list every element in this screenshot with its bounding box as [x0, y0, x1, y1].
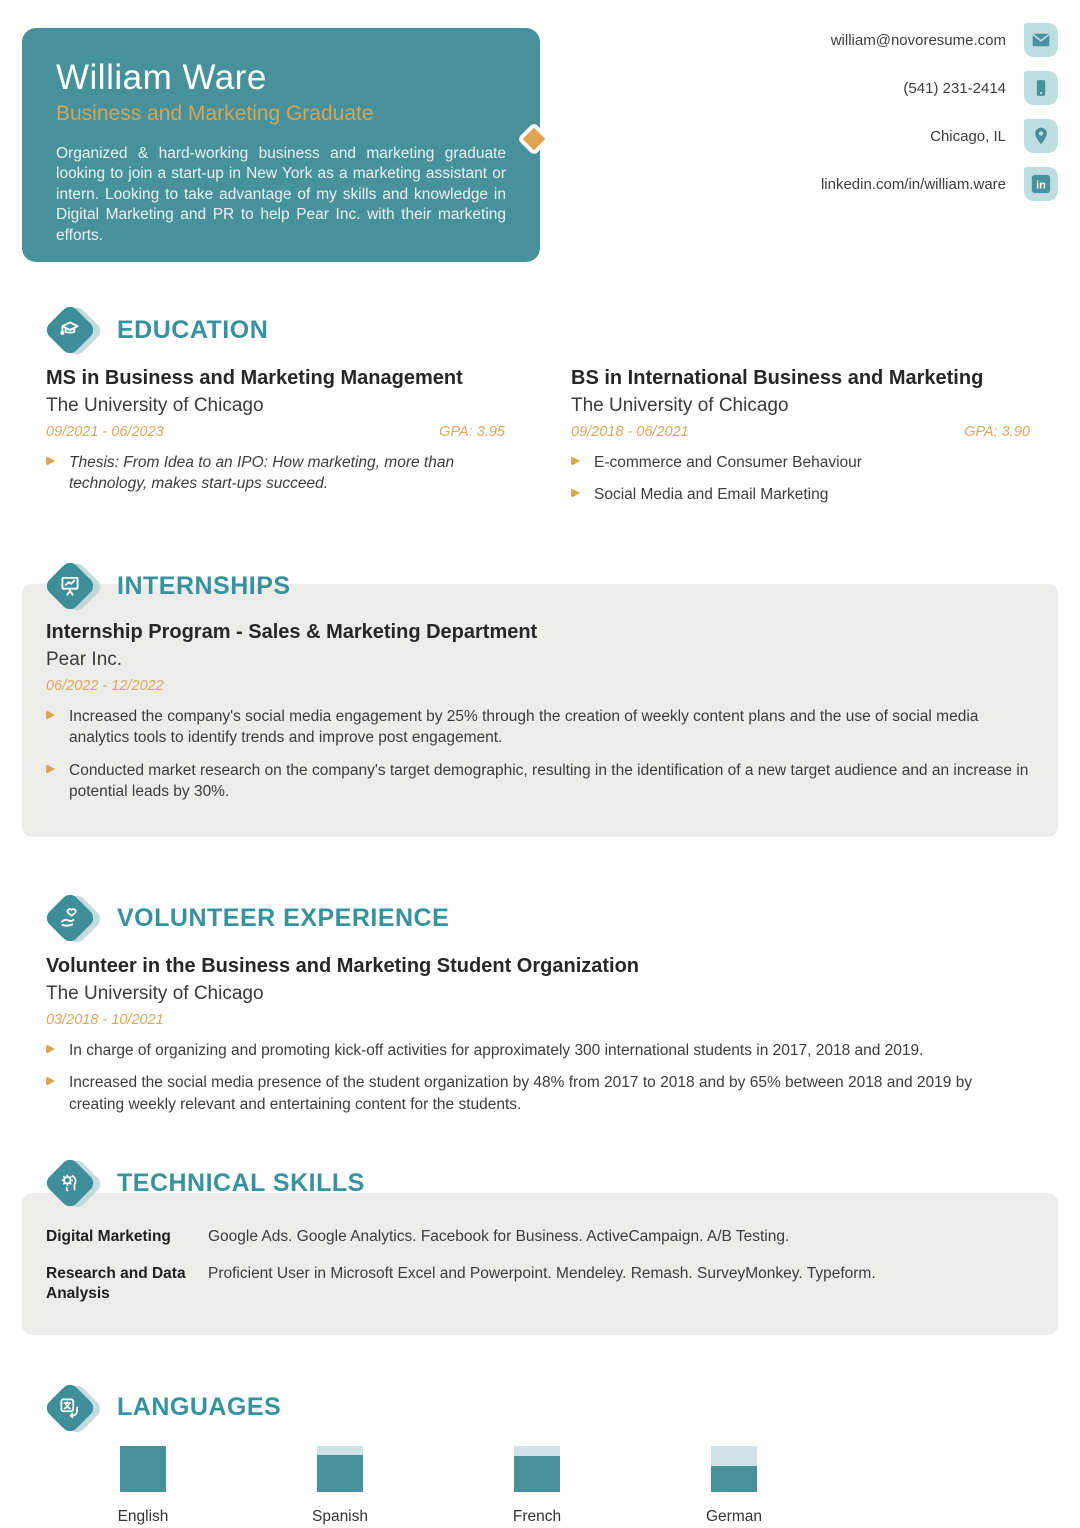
education-bullets: [46, 452, 505, 495]
language-level-bar: [120, 1446, 166, 1492]
language-name: English: [117, 1507, 169, 1525]
section-internships: [0, 558, 1080, 837]
volunteer-bullets: [46, 1040, 1030, 1115]
education-columns: [46, 366, 1030, 516]
job-title: Business and Marketing Graduate: [56, 102, 374, 125]
contact-phone[interactable]: (541) 231-2414: [903, 79, 1006, 97]
education-entry: [46, 366, 505, 516]
skill-row: [46, 1227, 1034, 1247]
languages-heading-row: [42, 1380, 1080, 1436]
bullet-arrow-icon: [46, 764, 55, 774]
bullet-arrow-icon: [46, 456, 55, 466]
volunteer-entry: [46, 954, 1030, 1115]
internships-heading: INTERNSHIPS: [117, 571, 291, 600]
company-name: Pear Inc.: [46, 648, 123, 670]
bullet-arrow-icon: [46, 1044, 55, 1054]
skill-list: Proficient User in Microsoft Excel and Powerpoint. Mendeley. Remash. SurveyMonkey. Typeform.: [208, 1264, 876, 1282]
date-range: 09/2018 - 06/2021: [571, 423, 689, 440]
internship-entry: [46, 620, 1034, 802]
internships-heading-row: [42, 558, 1080, 614]
volunteer-heading: VOLUNTEER EXPERIENCE: [117, 903, 450, 932]
skills-heading: TECHNICAL SKILLS: [117, 1168, 365, 1197]
language-item: [98, 1446, 188, 1526]
section-education: [0, 302, 1080, 516]
section-volunteer-experience: [0, 890, 1080, 1115]
language-level-bar: [711, 1446, 757, 1492]
language-item: [492, 1446, 582, 1526]
school-name: The University of Chicago: [46, 394, 264, 416]
header: [0, 0, 1080, 292]
internship-bullets: [46, 706, 1034, 803]
language-name: German: [706, 1507, 762, 1525]
svg-text:in: in: [1036, 179, 1046, 192]
mail-icon: [1024, 23, 1058, 57]
section-technical-skills: [0, 1155, 1080, 1334]
language-level-bar: [317, 1446, 363, 1492]
bullet-item: Increased the social media presence of the student organization by 48% from 2017 to 2018 and by 65% between 2018 and 2019 by creating weekly relevant and entertaining content for the students.: [46, 1072, 1030, 1115]
contact-location-row: [821, 118, 1058, 154]
date-gpa-row: [46, 424, 505, 440]
skills-heading-row: [42, 1155, 1080, 1211]
skill-category: Research and Data Analysis: [46, 1264, 186, 1303]
languages-icon: [42, 1380, 100, 1436]
education-bullets: [571, 452, 1030, 506]
contact-phone-row: [821, 70, 1058, 106]
contact-email[interactable]: william@novoresume.com: [830, 31, 1006, 49]
education-entry: [571, 366, 1030, 516]
language-level-bar: [514, 1446, 560, 1492]
linkedin-icon: [1024, 167, 1058, 201]
skill-row: [46, 1264, 1034, 1305]
technical-skills-icon: [42, 1155, 100, 1211]
language-name: French: [512, 1507, 562, 1525]
internships-band: [22, 584, 1058, 837]
bullet-item: Increased the company's social media engagement by 25% through the creation of weekly content plans and the use of social media analytics tools to identify trends and improve post engagement.: [46, 706, 1034, 749]
languages-heading: LANGUAGES: [117, 1393, 282, 1422]
bullet-arrow-icon: [571, 456, 580, 466]
language-bars: [0, 1446, 1080, 1526]
bullet-item: E-commerce and Consumer Behaviour: [571, 452, 1030, 473]
bullet-arrow-icon: [46, 710, 55, 720]
date-range: 06/2022 - 12/2022: [46, 677, 164, 694]
school-name: The University of Chicago: [571, 394, 789, 416]
section-languages: [0, 1380, 1080, 1526]
date-gpa-row: [571, 424, 1030, 440]
location-pin-icon: [1024, 119, 1058, 153]
education-icon: [42, 302, 100, 358]
position-title: Volunteer in the Business and Marketing Student Organization: [46, 955, 640, 978]
volunteer-content: [46, 954, 1030, 1115]
date-range: 03/2018 - 10/2021: [46, 1012, 164, 1029]
organization-name: The University of Chicago: [46, 983, 264, 1005]
contact-email-row: [821, 22, 1058, 58]
date-range: 09/2021 - 06/2023: [46, 423, 164, 440]
education-heading: EDUCATION: [117, 315, 269, 344]
gpa: GPA: 3.95: [439, 423, 505, 440]
volunteer-icon: [42, 890, 100, 946]
contact-linkedin[interactable]: linkedin.com/in/william.ware: [820, 175, 1006, 193]
contact-linkedin-row: [821, 166, 1058, 202]
bullet-item: In charge of organizing and promoting kick-off activities for approximately 300 international students in 2017, 2018 and 2019.: [46, 1040, 1030, 1061]
date-row: [46, 678, 1034, 694]
language-name: Spanish: [311, 1507, 368, 1525]
contact-list: [821, 22, 1058, 214]
skill-category: Digital Marketing: [46, 1228, 171, 1246]
skills-band: [22, 1193, 1058, 1334]
phone-icon: [1024, 71, 1058, 105]
education-heading-row: [42, 302, 1080, 358]
position-title: Internship Program - Sales & Marketing Department: [46, 621, 538, 644]
bullet-item: Conducted market research on the company's target demographic, resulting in the identification of a new target audience and an increase in potential leads by 30%.: [46, 760, 1034, 803]
person-name: William Ware: [56, 58, 267, 97]
language-item: [689, 1446, 779, 1526]
bullet-item: Social Media and Email Marketing: [571, 484, 1030, 505]
internships-icon: [42, 558, 100, 614]
degree-title: BS in International Business and Marketing: [571, 367, 984, 389]
date-row: [46, 1012, 1030, 1028]
language-item: [295, 1446, 385, 1526]
skill-list: Google Ads. Google Analytics. Facebook for Business. ActiveCampaign. A/B Testing.: [208, 1228, 790, 1246]
bullet-arrow-icon: [46, 1076, 55, 1086]
hero-card: [22, 28, 540, 262]
degree-title: MS in Business and Marketing Management: [46, 367, 463, 389]
gpa: GPA: 3.90: [964, 423, 1030, 440]
bullet-item: Thesis: From Idea to an IPO: How marketing, more than technology, makes start-ups succeed.: [46, 452, 505, 495]
summary-text: Organized & hard-working business and marketing graduate looking to join a start-up in New York as a marketing assistant or intern. Looking to take advantage of my skills and knowledge in Digital Marketing and PR to help Pear Inc. with their marketing efforts.: [56, 145, 506, 244]
bullet-arrow-icon: [571, 488, 580, 498]
volunteer-heading-row: [42, 890, 1080, 946]
contact-location: Chicago, IL: [930, 127, 1006, 145]
